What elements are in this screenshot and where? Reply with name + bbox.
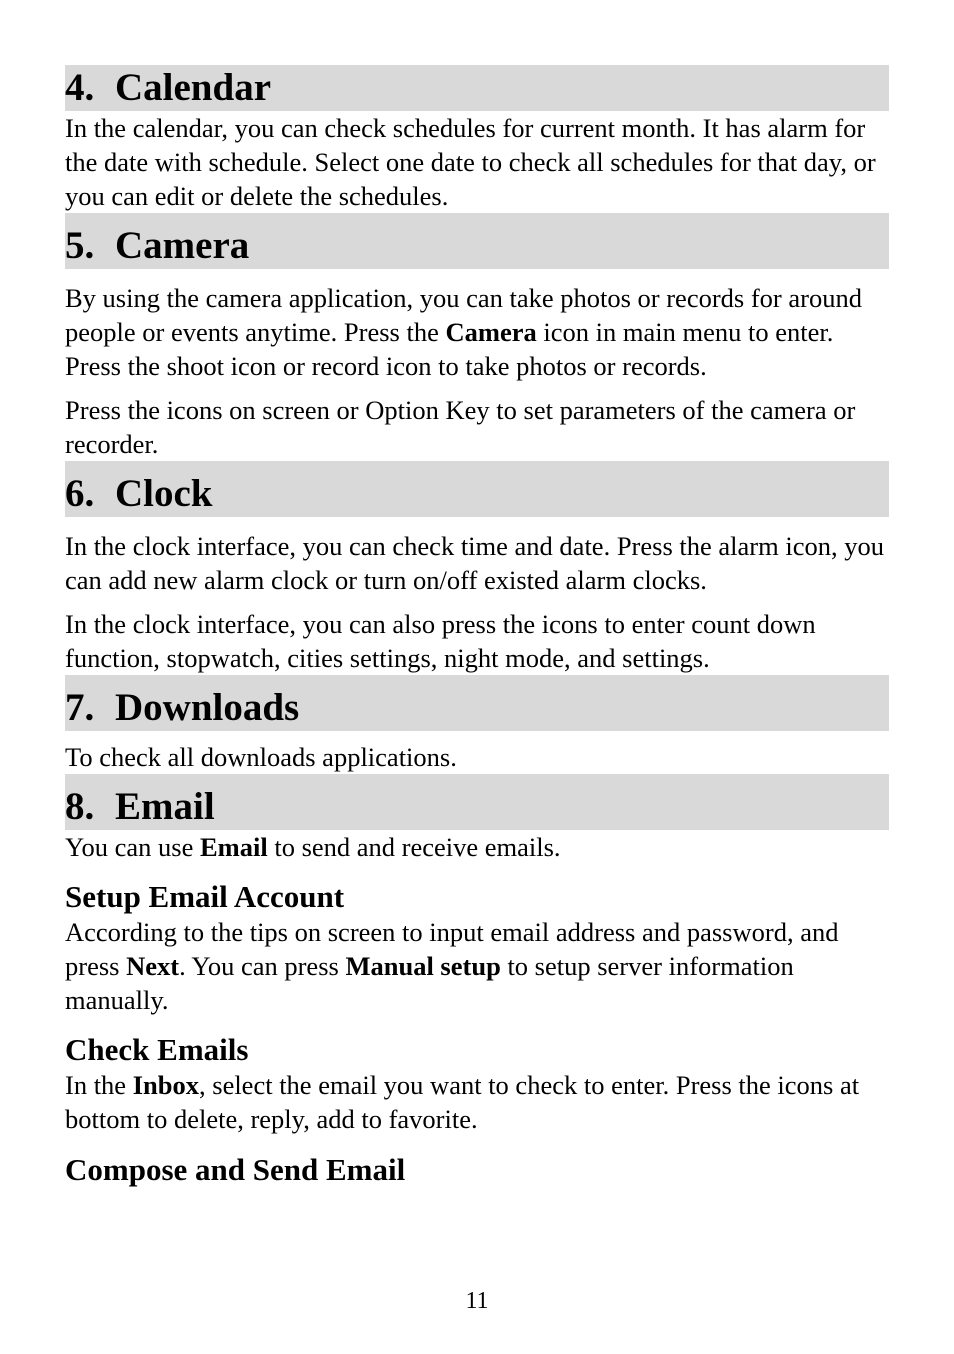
- email-intro-text-b: to send and receive emails.: [267, 832, 561, 862]
- camera-paragraph-2: Press the icons on screen or Option Key to set parameters of the camera or recorder.: [65, 395, 856, 459]
- clock-heading-number: 6.: [65, 472, 95, 515]
- camera-heading-title: Camera: [115, 224, 250, 267]
- email-bold-term: Email: [199, 832, 268, 862]
- setup-bold-next: Next: [126, 951, 180, 981]
- manual-page-content: [65, 65, 889, 1188]
- camera-heading-number: 5.: [65, 224, 95, 267]
- email-heading: [65, 774, 889, 830]
- email-heading-title: Email: [115, 785, 215, 828]
- check-text-b: , select the email you want to check to enter. Press the icons at bottom to delete, reply, add to favorite.: [65, 1070, 860, 1134]
- setup-text-c: to setup server information manually.: [65, 951, 794, 1015]
- check-emails-heading: Check Emails: [65, 1032, 249, 1067]
- downloads-heading-number: 7.: [65, 686, 95, 729]
- setup-text-a: According to the tips on screen to input email address and password, and press: [65, 917, 839, 981]
- calendar-heading-number: 4.: [65, 66, 95, 109]
- downloads-heading-title: Downloads: [115, 686, 300, 729]
- check-bold-inbox: Inbox: [132, 1070, 199, 1100]
- camera-heading: [65, 213, 889, 269]
- page-number: 11: [465, 1288, 489, 1314]
- calendar-body: In the calendar, you can check schedules for current month. It has alarm for the date with schedule. Select one date to check all schedules for that day, or you can edit or delete the schedules.: [65, 113, 876, 211]
- camera-bold-term: Camera: [445, 317, 537, 347]
- check-emails-body: [65, 1068, 889, 1136]
- check-text-a: In the: [65, 1070, 133, 1100]
- setup-bold-manual-setup: Manual setup: [345, 951, 501, 981]
- camera-paragraph-1-text-b: icon in main menu to enter. Press the shoot icon or record icon to take photos or records.: [65, 317, 834, 381]
- setup-email-account-body: [65, 915, 889, 1017]
- clock-heading-title: Clock: [115, 472, 213, 515]
- email-intro-text-a: You can use: [65, 832, 200, 862]
- downloads-heading: [65, 675, 889, 731]
- email-heading-number: 8.: [65, 785, 95, 828]
- setup-text-b: . You can press: [179, 951, 346, 981]
- calendar-heading: [65, 65, 889, 111]
- calendar-heading-title: Calendar: [115, 66, 271, 109]
- camera-paragraph-1-text-a: By using the camera application, you can take photos or records for around people or events anytime. Press the: [65, 283, 862, 347]
- email-intro: [65, 830, 889, 864]
- clock-paragraph-2: In the clock interface, you can also press the icons to enter count down function, stopwatch, cities settings, night mode, and settings.: [65, 609, 816, 673]
- downloads-body: To check all downloads applications.: [65, 742, 457, 772]
- camera-paragraph-1: [65, 281, 889, 383]
- setup-email-account-heading: Setup Email Account: [65, 879, 345, 914]
- compose-send-email-heading: Compose and Send Email: [65, 1152, 406, 1187]
- clock-heading: [65, 461, 889, 517]
- clock-paragraph-1: In the clock interface, you can check time and date. Press the alarm icon, you can add new alarm clock or turn on/off existed alarm clocks.: [65, 531, 884, 595]
